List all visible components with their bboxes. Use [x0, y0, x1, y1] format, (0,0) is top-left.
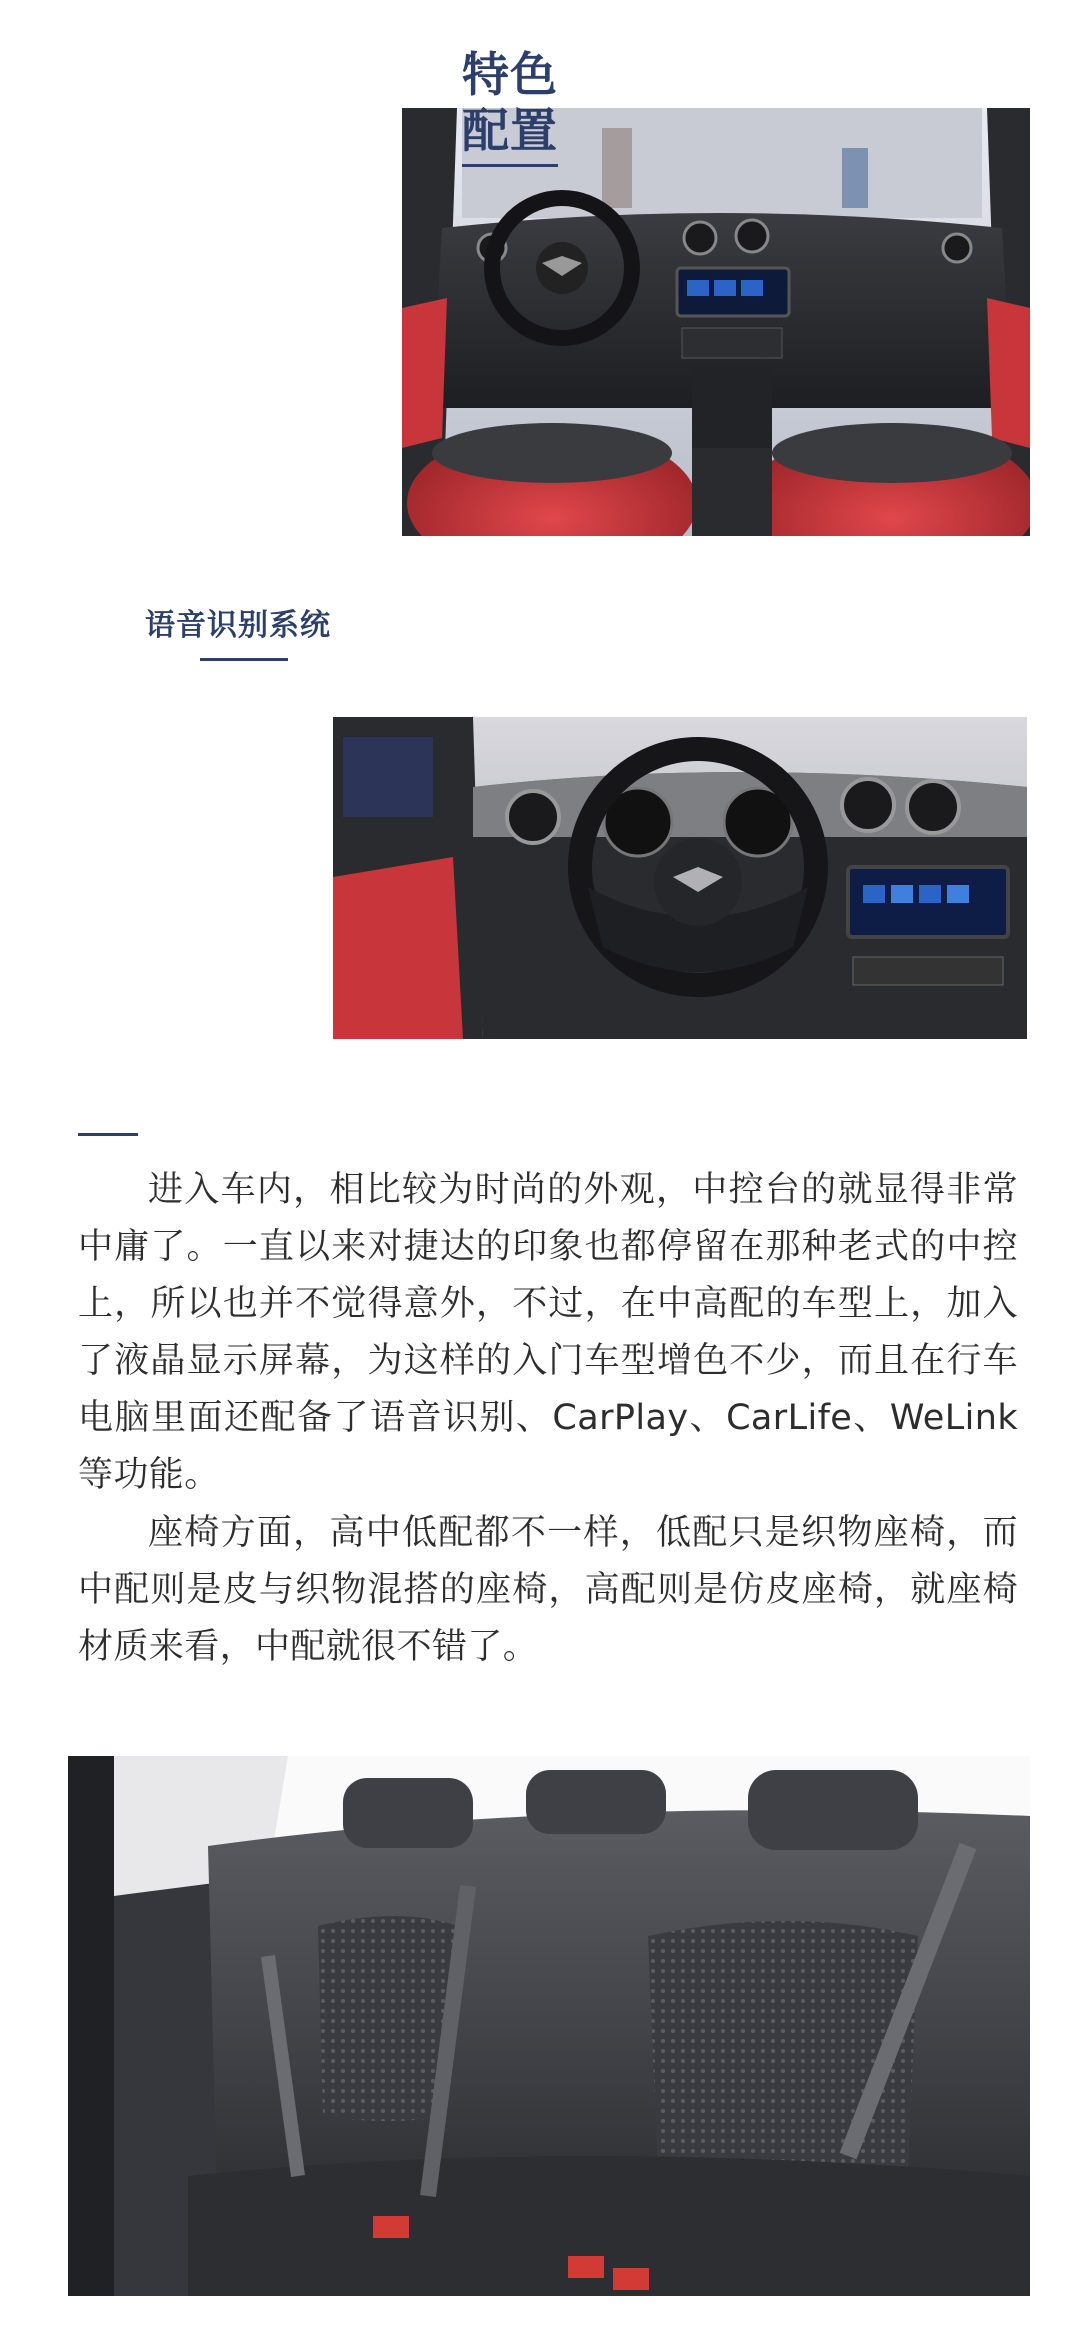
paragraph-divider — [78, 1133, 138, 1136]
section-title-line-1: 特色 — [462, 48, 558, 103]
section-title — [462, 48, 582, 167]
section-title-underline — [462, 164, 558, 167]
rear-seats-image — [68, 1756, 1030, 2296]
subtitle-underline — [200, 658, 288, 661]
article-paragraph-2: 座椅方面，高中低配都不一样，低配只是织物座椅，而中配则是皮与织物混搭的座椅，高配则是仿皮座椅，就座椅材质来看，中配就很不错了。 — [78, 1513, 1018, 1667]
dashboard-overview-image — [402, 108, 1030, 536]
article-paragraph-1: 进入车内，相比较为时尚的外观，中控台的就显得非常中庸了。一直以来对捷达的印象也都停留在那种老式的中控上，所以也并不觉得意外，不过，在中高配的车型上，加入了液晶显示屏幕，为这样的入门车型增色不少，而且在行车电脑里面还配备了语音识别、CarPlay、CarLife、WeLink等功能。 — [78, 1170, 1018, 1495]
section-title-line-2: 配置 — [462, 104, 558, 159]
subtitle-voice-recognition: 语音识别系统 — [145, 608, 331, 643]
steering-wheel-image — [333, 717, 1027, 1039]
